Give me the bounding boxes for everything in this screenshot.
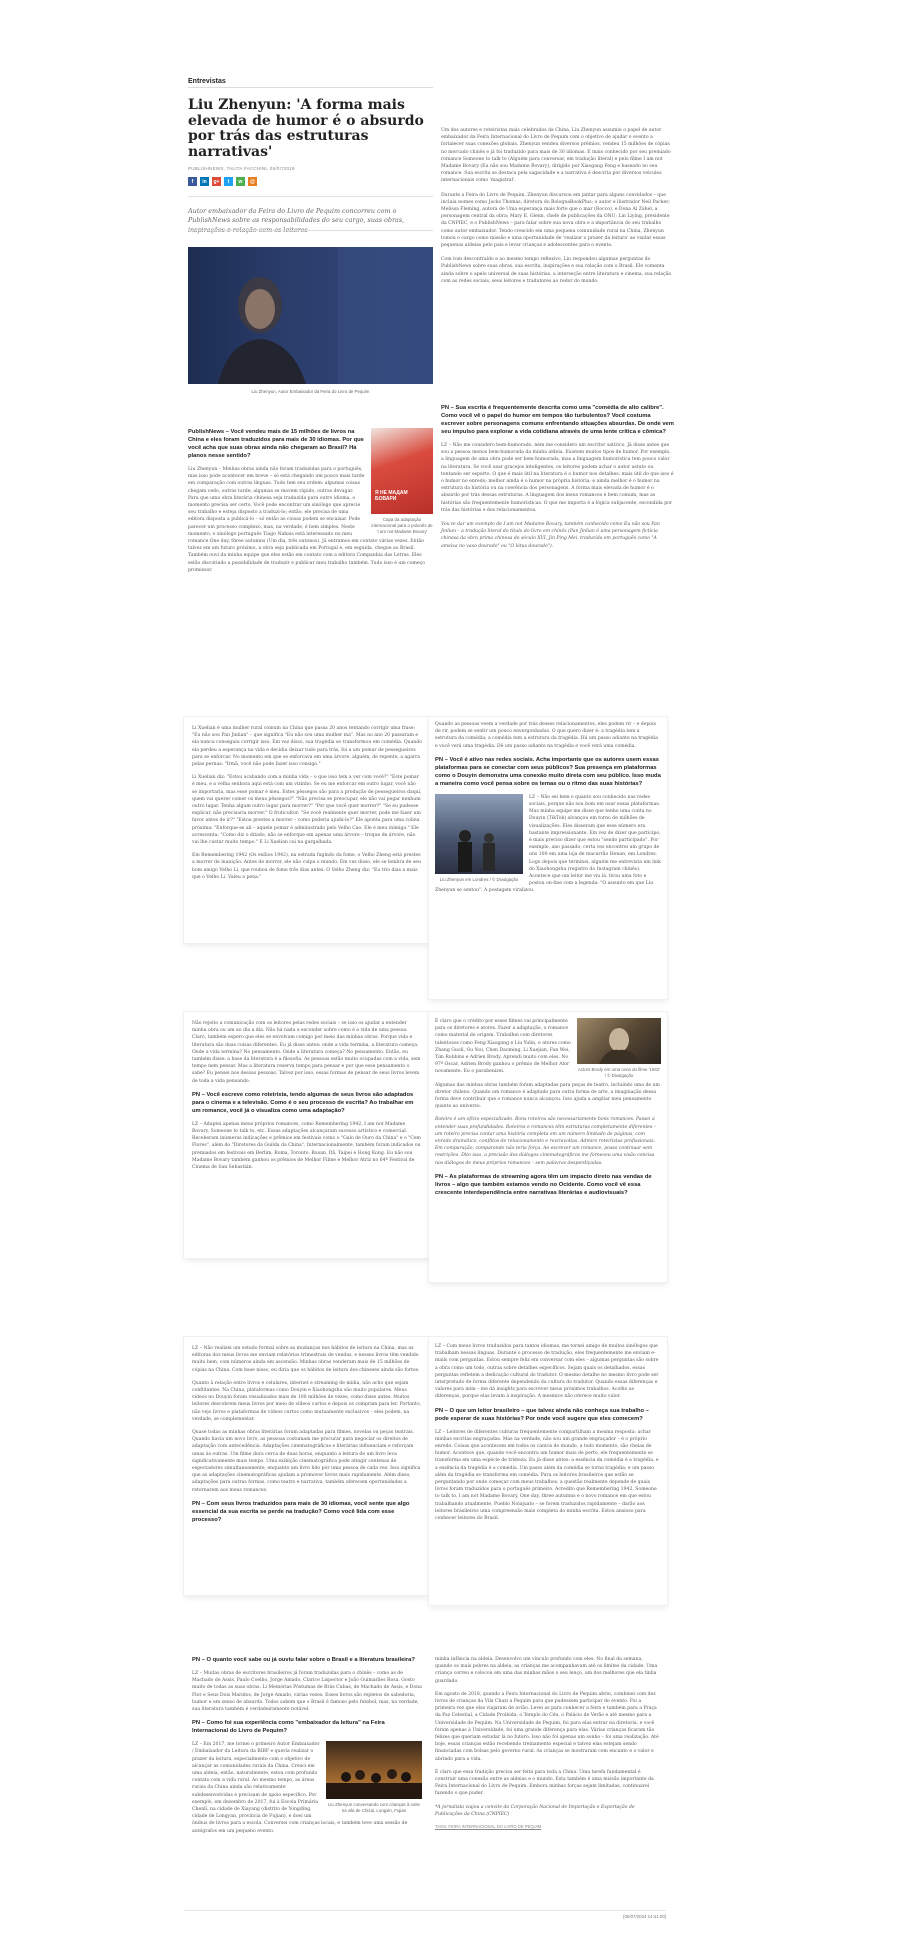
qa-block-2 bbox=[441, 404, 674, 550]
answer-2-example: Vou te dar um exemplo de I am not Madame Bovary, também conhecido como Eu não sou Pan Jinlian – a tradução literal do título do livro em chinês (Pan Jinlian é uma personagem fictícia chinesa da obra prima chinesa do século XVI, Jin Ping Mei, traduzida em português como "A ameixa no vaso dourado" ou "O lótus dourado"). bbox=[441, 522, 660, 549]
question-5: PN – As plataformas de streaming agora têm um impacto direto nas vendas de livros – algo que também estamos vendo no Ocidente. Como você vê essa crescente interdependência entre narrativas literárias e audiovisuais? bbox=[435, 1173, 652, 1196]
card-right-3 bbox=[429, 1012, 667, 1282]
intro-paragraph-1: Um dos autores e roteiristas mais celebrados da China, Liu Zhenyun assumiu o papel de autor embaixador da Feira Internacional do Livro de Pequim com o objetivo de ajudar o evento a fortalecer suas conexões globais. Zhenyun vendeu diversos prêmios, vendeu 15 milhões de cópias no mercado chinês e já foi traduzido para mais de 30 idiomas. É mais conhecido por seu premiado romance Someone to talk to (Alguém para conversar, em tradução literal) e pelo filme I am not Madame Bovary (Eu não sou Madame Bovary), dirigido por Xiaogang Feng e baseado no seu romance. Sua escrita se destaca pela sagacidade e a narrativa é descrita por diversos veículos internacionais como 'magistral'. bbox=[441, 128, 671, 184]
answer-3: LZ – Não sei bem o quanto sou conhecido nas redes sociais, porque não sou bom em usar essas plataformas. Mas minha equipe me disse que tenho uma conta no Douyin (TikTok) alcançou em torno de milhões de visualizações. Eles disseram que esse número era bastante impressionante. Em vez de dizer que participo, é mais preciso dizer que estou "sendo participado". Por exemplo, ano passado, certa vez encontrei um grupo de uns 100 em uma loja de macarrão Henan, em Londres. Logo depois que terminei, alguém me entrevista um link do Xiaohongshu (registro do Instagram chinês). Acontece que um leitor me viu lá, tirou uma foto e postou on-line com a legenda: "O assunto em que Liu Zhenyun se sentou". A postagem viralizou. bbox=[435, 794, 661, 894]
film-paragraph: É claro que o crédito por esses filmes vai principalmente para os diretores e atores. Fazer a adaptação, o romance como material de origem. Trabalhei com diretores talentosos como Feng Xiaogang e Liu Yulin, e atores como Zhang Guoli, Gu You, Chen Daoming, Li Xuejian, Fan Wei, Tim Robbins e Adrien Brody. Aprendi muito com eles. No 97º Oscar, Adrien Brody ganhou o prêmio de Melhor Ator novamente. Eu o parabenizei. bbox=[435, 1019, 571, 1075]
answer-9c: Em agosto de 2018, quando a Feira Internacional do Livro de Pequim abriu, combinei com dez livros de crianças da Vila Chazi a Pequim para que pudessem participar do evento. Foi a primeira vez que elas viajaram de avião. Levei as para conhecer a feira e também para a Praça da Paz Celestial, a Cidade Proibida, o Templo do Céu, o Palácio de Verão e até mesmo para a Universidade de Pequim. Na Universidade de Pequim, foi para elas entrar na diretoria, e você foram apenas à Universidade, foi uma grande diferença para elas. Várias crianças ficaram tão felizes que queriam estudar lá no futuro. Isso não foi apenas um sonho – foi uma realização. Até hoje, essas crianças estão recebendo treinamento especial e talvez elas estejam sendo financiadas com bolsas pelo governo rural. As crianças se mostraram com encanto e o valor e abrindo para a vida. bbox=[435, 1691, 659, 1762]
photo-crowd bbox=[326, 1741, 422, 1799]
byline: PUBLISHNEWS, TALITA FACCHINI, 05/07/2019 bbox=[188, 166, 295, 171]
footer-rule bbox=[184, 1910, 666, 1911]
card-left-5 bbox=[184, 1652, 430, 1917]
answer-7: LZ – Leitores de diferentes culturas frequentemente compartilham a mesma resposta: achar minhas escritas engraçadas. Mas na verdade, não sou um grande engraçador – é o próprio enredo. Coisas que acontecem em todos os cantos do mundo, a todo momento, são cheias de humor. Acontece que, quando você encontra um humor mais de perto, ele frequentemente se transforma em uma espécie de tristeza. Eu já disse antes: a essência da comédia é a tragédia, e a essência da tragédia é a comédia. Um passo além da comédia se torna tragédia; e um passo além da tragédia se transforma em comédia. Para os leitores brasileiros que estão se perguntando por onde começar com meus trabalhos, a questão realmente depende de quais livros foram traduzidos para o português primeiro. Acredito que Remembering 1942, Someone to talk to, I am not Madame Bovary, One day, three autumns e o novo romance em que estou trabalhando atualmente, Pueblo Nolajuato – se forem traduzidos rapidamente – darão aos leitores brasileiros uma compreensão mais completa do minha escrita. Estou ansioso para conhecer leitores do Brasil. bbox=[435, 1429, 659, 1522]
question-3: PN – Você é ativo nas redes sociais. Acha importante que os autores usem essas plataformas para se conectar com seus públicos? Sua presença em plataformas como o Douyin demonstra uma conexão muito direta com seu público. Isso muda a maneira como você pensa sobre os temas ou o ritmo das suas histórias? bbox=[435, 756, 661, 787]
question-2: PN – Sua escrita é frequentemente descrita como uma "comédia de alto calibre". Como você vê o papel do humor em tempos tão turbulentos? Você costuma escrever sobre personagens comuns enfrentando situações absurdas. De onde vem seu impulso para explorar a vida cotidiana através de uma lente crítica e cômica? bbox=[441, 405, 674, 435]
intro-paragraph-2: Durante a Feira do Livro de Pequim, Zhenyun discursou em jantar para alguns convidados – que incluía nomes como Jacks Thomas, diretora do BolognaBookPlus; o autor e ilustrador Neil Packer; Melissa Fleming, autora de Uma esperança mais forte que o mar (Rocco), e Dona Al Zahel, a personagem central da obra; Mary E. Glenn, chefe de publicações da ONU; Lin Liying, presidente da CNPIEC, e o PublishNews – para falar sobre sua nova obra e a importância do seu trabalho como autor embaixador. Tendo crescido em uma pequena comunidade rural na China, Zhenyun tomou o cargo como missão e uma oportunidade de 'realizar o prazer da leitura' ao visitar essas pequenas aldeias pelo país e levar crianças e adolescentes para o evento. bbox=[441, 192, 670, 249]
book-cover-image bbox=[371, 428, 433, 514]
card-right-4 bbox=[429, 1337, 667, 1605]
story-paragraph-2: Li Xuelian diz: "Estou acabando com a minha vida – o que isso tem a ver com você?" "Este pomar é meu, e a velha senhora aqui está com um vizinho. Se eu me enforcar em outro lugar, você não se importaria, mas esse pomar é meu. Estes pêssegos são para a produção de pessegueiros daqui, quem vai querer comer os meus pêssegos?" "Não precisa se preocupar, ele não vai pegar nenhum outro lugar. Tenha algum outro lugar para morrer?" "Por que você quer morrer?" "Se eu pudesse explicar, não precisaria morrer." O fruticultor: "Se você realmente quer morrer, pode me fazer um favor antes de ir?" "Estou prestes a morrer – como poderia ajudá-lo?" Ele aponta para uma colina próxima: "Enforque-se ali – aquele pomar é administrado pelo Velho Cao. Ele é meu inimigo." Ele acrescenta: "Como diz o ditado, não se enforque em apenas uma árvore – troque de árvore, não vai lhe custar muito tempo." E Li Xuelian cai na gargalhada. bbox=[192, 775, 422, 846]
actor-figure-icon bbox=[577, 1018, 661, 1064]
question-9: PN – Como foi sua experiência como "embaixador da leitura" na Feira Internacional do Livro de Pequim? bbox=[192, 1720, 385, 1735]
answer-6: LZ – Com meus livros traduzidos para tantos idiomas, me tornei amigo de muitos sinólogos que trabalham nessas línguas. Durante o processo de tradução, eles frequentemente me enviam e-mails com perguntas. Estou sempre feliz em conversar com eles – algumas perguntas são sobre a obra como um todo, outras sobre detalhes específicos. Sejam quais os detalhados, essas perguntas refletem a dedicação cultural do tradutor. O mesmo detalhe no mesmo livro pode ser interpretado de forma diferente dependendo da cultura do tradutor. Quando essas diferenças e valores para mim – me dá insights para escrever meus próximos trabalhos. Acolho as diferenças, porque elas levam à inspiração. A mesmice não oferece muito valor. bbox=[435, 1344, 659, 1400]
card-right-5 bbox=[429, 1652, 667, 1897]
googleplus-icon[interactable]: g+ bbox=[213, 178, 220, 185]
answer-5: LZ – Não realizei um estudo formal sobre as mudanças nos hábitos de leitura na China, mas as editoras dos meus livros me enviam relatórios trimestrais de vendas, e nesses livros têm vendido muito bem, com números ainda em ascensão. Minhas obras venderam mais de 15 milhões de cópias na China. Com base nisso, eu diria que os hábitos de leitura dos chineses ainda são fortes. bbox=[192, 1346, 420, 1373]
photo-movie-caption: Actors Brody em uma cena do filme '1942' / © Divulgação bbox=[577, 1067, 661, 1078]
photo-crowd-caption: Liu Zhenyun conversando com crianças à noite na vila de Chizai, Longxin, Fujian bbox=[327, 1802, 420, 1814]
answer-8: LZ – Muitas obras de escritores brasileiros já foram traduzidas para o chinês – como as de Machado de Assis, Paulo Coelho, Jorge Amado, Clarice Lispector e João Guimarães Rosa. Gosto muito de todas as suas obras. Li Memórias Póstumas de Brás Cubas, de Machado de Assis, e Dona Flor e Seus Dois Maridos, de Jorge Amado, várias vezes. Esses livros são repletos de sabedoria, humor e um senso de absurdo. Todos sabem que o Brasil é famoso pelo futebol, mas, na verdade, sua literatura também é verdadeiramente notável. bbox=[192, 1671, 422, 1713]
article-header bbox=[188, 78, 433, 248]
article-title: Liu Zhenyun: 'A forma mais elevada de humor é o absurdo por trás das estruturas narrativas' bbox=[188, 97, 424, 160]
answer-9d: É claro que essa tradição precisa ser feita para toda a China. Uma tarefa fundamental é construir uma conexão entre as aldeias e o mundo. Esta também é uma missão importante da Feira Internacional do Livro de Pequim. Embora minhas forças sejam limitadas, continuarei fazendo o que puder. bbox=[435, 1769, 654, 1797]
portrait-photo bbox=[188, 247, 433, 384]
facebook-icon[interactable]: f bbox=[188, 177, 197, 186]
question-7: PN – O que um leitor brasileiro – que talvez ainda não conheça sua trabalho – pode esperar de suas histórias? Por onde você sugere que eles comecem? bbox=[435, 1407, 649, 1422]
crowd-icon bbox=[326, 1741, 422, 1799]
portrait-caption: Liu Zhenyun, Autor Embaixador da Feira do Livro de Pequim bbox=[251, 389, 370, 394]
question-6: PN – Com seus livros traduzidos para mais de 30 idiomas, você sente que algo essencial da sua escrita se perde na tradução? Como você lida com esse processo? bbox=[192, 1500, 410, 1523]
card-left-2 bbox=[184, 717, 430, 943]
lede-divider bbox=[188, 230, 433, 231]
theatre-paragraph: Algumas das minhas obras também foram adaptadas para peças de teatro, incluindo uma de um diretor chileno. Quando um romance é adaptado para outra forma de arte, a imaginação dessa forma deve contribuir que o romance nunca alcançou. Isso ajuda a ampliar meu pensamento quanto ao universo. bbox=[435, 1082, 660, 1110]
photo-movie bbox=[577, 1018, 661, 1064]
story-paragraph-1: Li Xuelian é uma mulher rural comum na China que passa 20 anos tentando corrigir uma frase: "Eu não sou Pan Jinlian" – que significa "Eu não sou uma mulher má". Mas no ano 20 passaram e ela nunca conseguiu corrigir isso. Em vez disso, sua tragédia se transformou em comédia. Quando ela perdeu a esperança na vida e decidiu deixar tudo para trás, foi a um pomar de pessegueiros para se enforcar. No momento em que se enforcava em uma árvore, alguém, de repente, a agarra pelas pernas: "Irmã, você não pode fazer isso consigo." bbox=[192, 726, 422, 768]
travel-credit: *A jornalista viajou a convite da Corporação Nacional de Importação e Exportação de Publicações da China (CNPIEC) bbox=[435, 1804, 635, 1817]
story-paragraph-3: Em Remembering 1942 (Os exílios 1942), na estrada fugindo da fome, o Velho Zheng está prestes a morrer de inanição. Antes de morrer, ele não culpa o mundo. Em vez disso, ele se lembra de seu bom amigo Velho Li, que roubou de fome três dias antes. O Velho Zheng diz: "Eu trio dias a mais que o Velho Li. Valeu a pena." bbox=[192, 853, 421, 880]
screenwriting-paragraph: Roteiro é um ofício especializado. Bons roteiros são necessariamente bons romances. Passei a entender suas profundidades. Roteiros e romances têm estruturas completamente diferentes – um roteiro precisa contar uma história completa em um número limitado de páginas, com enredo dramático, conflitos de relacionamento e reviravoltas. Admiro roteiristas profissionais. Em comparação, comparando não teria força. Ao escrever um romance, posso continuar sem restrições. Dito isso, a precisão dos diálogos cinematográficos me forneceu uma visão concisa nos diálogos de meus próprios romances – sem palavras desperdiçadas. bbox=[435, 1117, 657, 1166]
section-label[interactable]: Entrevistas bbox=[188, 78, 248, 88]
card-left-3 bbox=[184, 1012, 430, 1258]
footer-date: [05/07/2024 14:41:00] bbox=[623, 1914, 666, 1919]
portrait-figure-icon bbox=[188, 247, 433, 384]
qa-block-1 bbox=[188, 428, 433, 574]
book-cover-title: Я НЕ МАДАМ БОВАРИ bbox=[375, 490, 408, 502]
story-paragraph-4: Quando as pessoas veem a verdade por trás desses relacionamentos, eles podem rir – e depois de rir, podem se sentir um pouco envergonhadas. O que quero dizer é: a tragédia tem a estrutura da comédia; a comédia tem a estrutura da tragédia. Há um passo adiante na tragédia e você verá uma tragédia. Dê um passo adiante na tragédia e você verá uma comédia. bbox=[435, 722, 658, 749]
card-left-4 bbox=[184, 1337, 430, 1595]
answer-5c: Quase todas as minhas obras literárias foram adaptadas para filmes, novelas ou peças teatrais. Quando havia um novo livro, as pessoas costumam me procurar para negociar os direitos de adaptação com antecedência. Adaptações cinematográficas e literárias influenciam e reforçam umas às outras. Um filme dura cerca de duas horas, enquanto a leitura de um livro leva significativamente mais tempo. Uma exibição cinematográfica pode atingir centenas de espectadores simultaneamente, enquanto um livro lido por uma pessoa de cada vez. Isso significa que as adaptações cinematográficas ajudam a promover livros mais rapidamente. Além disso, adaptações para outras formas, como teatro e narrativa, também oferecem oportunidades a retornarem aos meus romances. bbox=[192, 1430, 421, 1493]
people-icon bbox=[435, 794, 523, 874]
answer-2: LZ – Não me considero bem-humorado, nem me considero um escritor satírico. Já disse antes que sou a pessoa menos bem-humorada da minha aldeia. Existem muitos tipos de humor. Por exemplo, a linguagem de uma obra pode ser bem-humorada, mas a linguagem humorística tem pouco valor na literatura. Se você usar gracejos inteligentes, os leitores podem achar o autor astuto ou tentando ser esperto. O que é mais útil na literatura é o humor nos detalhes: mais útil do que isso é o humor no enredo; melhor ainda é o humor na própria história; e ainda melhor é o humor na estrutura da história ou na coerência dos personagens. A forma mais elevada de humor é o absurdo por trás dessas estruturas. A linguagem dos meus romances é bem comum, mas as histórias são frequentemente humorísticas. O que me importa é a lógica subjacente, escondida por trás das histórias e dos relacionamentos. bbox=[441, 443, 674, 513]
answer-5b: Quanto à relação entre livros e celulares, internet e streaming de mídia, não acho que sejam conflitantes. Na China, plataformas como Douyin e Xiaohongshu são muito populares. Meus vídeos no Douyin foram visualizados mais de 100 milhões de vezes, como disse antes. Muitos leitores descobrem meus livros por meio de vídeos curtos e depois os compram para ler. Portanto, não vejo livros e plataformas de vídeos curtos como mutuamente exclusivos – eles podem, na verdade, se complementar. bbox=[192, 1380, 422, 1422]
twitter-icon[interactable]: t bbox=[224, 177, 233, 186]
intro-column bbox=[441, 127, 674, 285]
question-8: PN – O quanto você sabe ou já ouviu falar sobre o Brasil e a literatura brasileira? bbox=[192, 1657, 415, 1663]
whatsapp-icon[interactable]: w bbox=[236, 177, 245, 186]
share-bar bbox=[188, 177, 433, 186]
book-cover-caption: Capa da adaptação internacional para o polonês de 'I am not Madame Bovary' bbox=[371, 517, 433, 534]
answer-9b: minha infância na aldeia. Desenvolvo um vínculo profundo com eles. No final da semana, quando os mais pobres na aldeia, as crianças me acompanhavam até os limites da cidade. Uma criança correu e colocou em uma das minhas mãos o seu lenço, um dos melhores que ela tinha guardado. bbox=[435, 1657, 658, 1684]
question-4: PN – Você escreve como roteirista, tendo algumas de seus livros são adaptados para o cinema e a televisão. Como é o seu processo de escrita? Ao trabalhar em um romance, você já o visualiza como uma adaptação? bbox=[192, 1091, 414, 1114]
tags-link[interactable]: TAGS: FEIRA INTERNACIONAL DO LIVRO DE PEQUIM bbox=[435, 1824, 542, 1830]
answer-1: Liu Zhenyun – Minhas obras ainda não foram traduzidas para o português, mas isso pode acontecer em breve – só está chegando um pouco mais tarde em comparação com outras línguas. Tudo tem seu ordem: algumas coisas chegam cedo, outras tarde; algumas se movem rápido, outras devagar. Para que uma obra literária chinesa seja traduzida para outro idioma, o momento precisa ser certo. Você pode encontrar um sinólogo que aprecie seu trabalho e esteja disposto a traduzi-lo; então, ele precisa de uma editora disposta a publicá-lo – só então as coisas podem se encaixar. Pode parecer um processo complexo, mas, na verdade, é bem simples. Neste momento, o sinólogo português Tiago Nabais está interessado no meu romance One day, three autumns (Um dia, três outonos). Já entramos em contato várias vezes. Então talvez em um futuro próximo, a obra seja publicada em Portugal e, em seguida, chegue ao Brasil. Também ouvi da minha equipe que eles estão em contato com a editora Companhia das Letras. Eles estão discutindo a possibilidade de traduzir e publicar meu trabalho também. Tudo isso é um começo promissor. bbox=[188, 467, 425, 573]
linkedin-icon[interactable]: in bbox=[200, 177, 209, 186]
article-lede: Autor embaixador da Feira do Livro de Pequim concorreu com o PublishNews sobre as responsabilidades do seu cargo, suas obras, bbox=[188, 207, 405, 225]
answer-4: LZ – Adaptei apenas meus próprios romances, como Remembering 1942, I am not Madame Bovary, Someone to talk to, etc. Essas adaptações alcançaram sucesso artístico e comercial. Receberam inúmeras indicações e prêmios em festivais como o "Galo de Ouro da China" e o "Cem Flores", além do "Diretores da Guilda da China". Internacionalmente, também foram indicados ou premiados em festivais em Berlim, Roma, Toronto, Busan, Ítã, Taipei e Hong Kong. Eu não sou Madame Bovary também ganhou os prêmios de Melhor Filme e Melhor Atriz no 64º Festival de Cinema de San Sebastián. bbox=[192, 1121, 421, 1171]
social-paragraph: Não rejeito a comunicação com os leitores pelas redes sociais – se isso os ajudar a entender minha obra ou um ao dia a dia. Não há nada a esconder sobre como é a vida de uma pessoa. Claro, também espero que eles se envolvam comigo por meio das minhas obras. Porque vida e literatura são duas coisas diferentes. Eu já disse antes: onde a vida termina, a literatura começa. Onde a vida termina? No pensamento. Onde a literatura começa? No pensamento. Então, eu também disse: a base da literatura é a filosofia. As pessoas estão muito ocupadas com a vida, sem tempo nem pensar. Mas a literatura reserva tempo para pensar e por que esse pensamento o sabe? Eu pensei nos dessas pessoas. Talvez por isso, essas formas de pensar de seus livros levem de toda a vida pensando. bbox=[192, 1021, 421, 1084]
photo-lorain-caption: Liu Zhenyun em Londres / © Divulgação bbox=[439, 876, 519, 882]
card-right-2 bbox=[429, 717, 667, 999]
answer-9: LZ – Em 2017, me tornei o primeiro Autor Embaixador / Embaixador da Leitura da BIBF e queria realizar o prazer da leitura, especialmente com o objetivo de alcançar as comunidades rurais da China. Cresci em uma aldeia, então, naturalmente, estou com profundo contato com a vida rural. Ao mesmo tempo, as áreas rurais da China ainda são relativamente subdesenvolvidas e precisam de apoio específico. Por exemplo, em dezembro de 2017, fui à Escola Primária Chenli, na cidade de Xiayang (distrito de Yongding, cidade de Longyan, província de Fujian), e doei um ônibus de livros para a escola. Conversei com crianças locais, e também teve uma sessão de autógrafos em um pequeno evento. bbox=[192, 1742, 408, 1834]
email-icon[interactable]: @ bbox=[248, 177, 257, 186]
question-1: PublishNews – Você vendeu mais de 15 milhões de livros na China e eles foram traduzidos para mais de 30 idiomas. Por que você acha que suas obras ainda não chegaram ao Brasil? Há planos nesse sentido? bbox=[188, 429, 364, 459]
photo-lorain bbox=[435, 794, 523, 874]
intro-paragraph-3: Com tom descontraído e ao mesmo tempo reflexivo, Liu respondeu algumas perguntas do PublishNews sobre suas obras, sua escrita, inspirações e sua relação com o Brasil. Ele comenta ainda sobre o apelo universal de suas histórias, a interseção entre literatura e cinema, sua relação com as redes sociais, seus leitores e tradutores ao redor do mundo. bbox=[441, 257, 672, 284]
